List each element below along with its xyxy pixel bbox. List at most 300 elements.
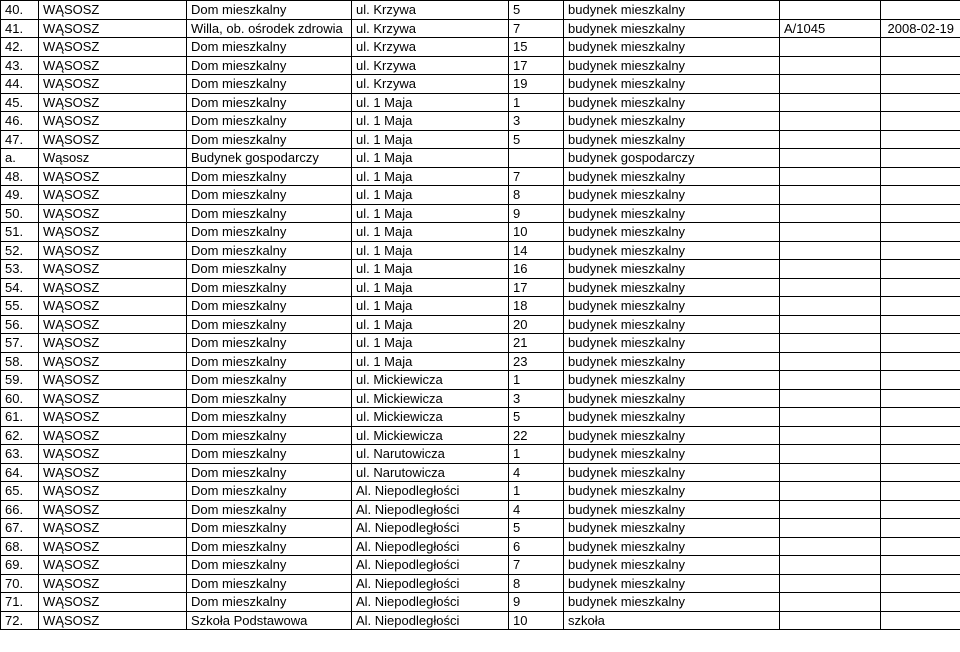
cell-register-number	[780, 38, 881, 57]
table-row	[1, 186, 960, 205]
cell-street: ul. 1 Maja	[352, 167, 509, 186]
cell-object-name: Dom mieszkalny	[187, 130, 352, 149]
cell-object-name: Dom mieszkalny	[187, 56, 352, 75]
cell-street: ul. Krzywa	[352, 56, 509, 75]
cell-street: ul. Mickiewicza	[352, 426, 509, 445]
cell-row-number: 49.	[1, 186, 39, 205]
cell-register-number	[780, 75, 881, 94]
cell-town: WĄSOSZ	[39, 334, 187, 353]
cell-row-number: 53.	[1, 260, 39, 279]
cell-register-number	[780, 574, 881, 593]
cell-row-number: 72.	[1, 611, 39, 630]
cell-object-name: Dom mieszkalny	[187, 463, 352, 482]
cell-street: Al. Niepodległości	[352, 537, 509, 556]
cell-row-number: 66.	[1, 500, 39, 519]
cell-register-number	[780, 408, 881, 427]
cell-street: ul. 1 Maja	[352, 352, 509, 371]
cell-object-name: Dom mieszkalny	[187, 445, 352, 464]
cell-building-type: budynek gospodarczy	[564, 149, 780, 168]
table-row	[1, 519, 960, 538]
cell-register-number	[780, 278, 881, 297]
cell-street: Al. Niepodległości	[352, 556, 509, 575]
cell-object-name: Dom mieszkalny	[187, 334, 352, 353]
cell-row-number: 71.	[1, 593, 39, 612]
cell-object-name: Dom mieszkalny	[187, 112, 352, 131]
cell-town: WĄSOSZ	[39, 556, 187, 575]
cell-register-date	[881, 371, 960, 390]
cell-register-date	[881, 482, 960, 501]
cell-object-name: Dom mieszkalny	[187, 371, 352, 390]
cell-house-number: 7	[509, 167, 564, 186]
cell-object-name: Dom mieszkalny	[187, 500, 352, 519]
cell-register-number	[780, 445, 881, 464]
cell-street: ul. Krzywa	[352, 19, 509, 38]
cell-row-number: 65.	[1, 482, 39, 501]
cell-register-date	[881, 260, 960, 279]
cell-object-name: Dom mieszkalny	[187, 204, 352, 223]
cell-town: WĄSOSZ	[39, 297, 187, 316]
cell-row-number: 52.	[1, 241, 39, 260]
cell-street: ul. Mickiewicza	[352, 389, 509, 408]
cell-register-number	[780, 315, 881, 334]
cell-register-number	[780, 204, 881, 223]
table-row	[1, 556, 960, 575]
cell-building-type: budynek mieszkalny	[564, 186, 780, 205]
cell-town: WĄSOSZ	[39, 482, 187, 501]
cell-row-number: 60.	[1, 389, 39, 408]
cell-town: WĄSOSZ	[39, 260, 187, 279]
cell-house-number: 8	[509, 574, 564, 593]
cell-building-type: budynek mieszkalny	[564, 167, 780, 186]
cell-register-number	[780, 371, 881, 390]
cell-row-number: 59.	[1, 371, 39, 390]
cell-house-number	[509, 149, 564, 168]
cell-register-date	[881, 1, 960, 20]
cell-register-date	[881, 297, 960, 316]
cell-register-date	[881, 38, 960, 57]
cell-town: WĄSOSZ	[39, 537, 187, 556]
table-row	[1, 167, 960, 186]
table-row	[1, 611, 960, 630]
cell-row-number: 63.	[1, 445, 39, 464]
cell-town: WĄSOSZ	[39, 93, 187, 112]
table-row	[1, 38, 960, 57]
table-row	[1, 278, 960, 297]
cell-house-number: 23	[509, 352, 564, 371]
cell-building-type: budynek mieszkalny	[564, 537, 780, 556]
cell-object-name: Dom mieszkalny	[187, 278, 352, 297]
cell-house-number: 5	[509, 130, 564, 149]
cell-street: ul. 1 Maja	[352, 130, 509, 149]
cell-house-number: 5	[509, 519, 564, 538]
cell-register-number	[780, 186, 881, 205]
cell-register-number	[780, 611, 881, 630]
cell-building-type: budynek mieszkalny	[564, 56, 780, 75]
cell-register-date	[881, 593, 960, 612]
cell-row-number: 42.	[1, 38, 39, 57]
cell-register-date	[881, 426, 960, 445]
cell-object-name: Dom mieszkalny	[187, 574, 352, 593]
table-row	[1, 56, 960, 75]
cell-register-date	[881, 519, 960, 538]
cell-house-number: 14	[509, 241, 564, 260]
cell-street: ul. 1 Maja	[352, 260, 509, 279]
cell-street: ul. 1 Maja	[352, 204, 509, 223]
cell-town: WĄSOSZ	[39, 56, 187, 75]
cell-house-number: 1	[509, 482, 564, 501]
cell-object-name: Dom mieszkalny	[187, 75, 352, 94]
cell-house-number: 22	[509, 426, 564, 445]
cell-town: WĄSOSZ	[39, 315, 187, 334]
cell-house-number: 17	[509, 56, 564, 75]
cell-object-name: Dom mieszkalny	[187, 93, 352, 112]
cell-town: WĄSOSZ	[39, 593, 187, 612]
cell-object-name: Dom mieszkalny	[187, 352, 352, 371]
cell-street: ul. 1 Maja	[352, 315, 509, 334]
cell-row-number: 47.	[1, 130, 39, 149]
cell-town: WĄSOSZ	[39, 389, 187, 408]
cell-object-name: Dom mieszkalny	[187, 556, 352, 575]
cell-building-type: budynek mieszkalny	[564, 371, 780, 390]
cell-row-number: 50.	[1, 204, 39, 223]
cell-row-number: 67.	[1, 519, 39, 538]
cell-street: Al. Niepodległości	[352, 482, 509, 501]
cell-register-date	[881, 445, 960, 464]
cell-register-date	[881, 56, 960, 75]
table-row	[1, 500, 960, 519]
cell-town: WĄSOSZ	[39, 204, 187, 223]
cell-row-number: 68.	[1, 537, 39, 556]
cell-register-date: 2008-02-19	[881, 19, 960, 38]
cell-street: ul. Krzywa	[352, 1, 509, 20]
cell-building-type: budynek mieszkalny	[564, 556, 780, 575]
table-row	[1, 315, 960, 334]
cell-register-date	[881, 389, 960, 408]
cell-house-number: 7	[509, 556, 564, 575]
cell-object-name: Dom mieszkalny	[187, 186, 352, 205]
cell-house-number: 3	[509, 389, 564, 408]
cell-town: Wąsosz	[39, 149, 187, 168]
table-row	[1, 149, 960, 168]
cell-building-type: budynek mieszkalny	[564, 352, 780, 371]
cell-street: ul. 1 Maja	[352, 241, 509, 260]
cell-building-type: budynek mieszkalny	[564, 334, 780, 353]
cell-object-name: Dom mieszkalny	[187, 482, 352, 501]
cell-register-number	[780, 482, 881, 501]
cell-register-number	[780, 297, 881, 316]
cell-register-number	[780, 334, 881, 353]
cell-object-name: Dom mieszkalny	[187, 315, 352, 334]
cell-town: WĄSOSZ	[39, 445, 187, 464]
cell-street: ul. Krzywa	[352, 38, 509, 57]
cell-register-number	[780, 112, 881, 131]
cell-object-name: Willa, ob. ośrodek zdrowia	[187, 19, 352, 38]
cell-register-date	[881, 315, 960, 334]
cell-house-number: 9	[509, 593, 564, 612]
cell-building-type: budynek mieszkalny	[564, 112, 780, 131]
table-row	[1, 93, 960, 112]
cell-register-number	[780, 241, 881, 260]
cell-house-number: 4	[509, 463, 564, 482]
cell-register-number: A/1045	[780, 19, 881, 38]
cell-building-type: budynek mieszkalny	[564, 260, 780, 279]
table-row	[1, 1, 960, 20]
cell-town: WĄSOSZ	[39, 371, 187, 390]
table-row	[1, 130, 960, 149]
cell-object-name: Dom mieszkalny	[187, 1, 352, 20]
cell-register-date	[881, 149, 960, 168]
cell-building-type: budynek mieszkalny	[564, 130, 780, 149]
cell-street: Al. Niepodległości	[352, 500, 509, 519]
cell-object-name: Dom mieszkalny	[187, 260, 352, 279]
cell-register-date	[881, 223, 960, 242]
cell-building-type: budynek mieszkalny	[564, 278, 780, 297]
cell-building-type: budynek mieszkalny	[564, 519, 780, 538]
cell-row-number: 46.	[1, 112, 39, 131]
cell-register-number	[780, 352, 881, 371]
cell-house-number: 9	[509, 204, 564, 223]
cell-register-date	[881, 241, 960, 260]
table-row	[1, 75, 960, 94]
cell-house-number: 18	[509, 297, 564, 316]
cell-town: WĄSOSZ	[39, 167, 187, 186]
cell-house-number: 8	[509, 186, 564, 205]
cell-object-name: Dom mieszkalny	[187, 38, 352, 57]
cell-street: Al. Niepodległości	[352, 519, 509, 538]
cell-town: WĄSOSZ	[39, 500, 187, 519]
table-row	[1, 204, 960, 223]
cell-register-date	[881, 463, 960, 482]
cell-row-number: 55.	[1, 297, 39, 316]
table-row	[1, 260, 960, 279]
cell-street: ul. Krzywa	[352, 75, 509, 94]
cell-row-number: 62.	[1, 426, 39, 445]
table-row	[1, 574, 960, 593]
cell-town: WĄSOSZ	[39, 352, 187, 371]
cell-object-name: Dom mieszkalny	[187, 241, 352, 260]
cell-street: ul. Narutowicza	[352, 463, 509, 482]
table-row	[1, 389, 960, 408]
cell-house-number: 16	[509, 260, 564, 279]
cell-row-number: a.	[1, 149, 39, 168]
cell-town: WĄSOSZ	[39, 75, 187, 94]
cell-register-number	[780, 593, 881, 612]
cell-house-number: 5	[509, 408, 564, 427]
cell-building-type: budynek mieszkalny	[564, 297, 780, 316]
cell-register-number	[780, 426, 881, 445]
cell-row-number: 64.	[1, 463, 39, 482]
cell-street: ul. 1 Maja	[352, 334, 509, 353]
table-row	[1, 112, 960, 131]
cell-object-name: Dom mieszkalny	[187, 593, 352, 612]
cell-object-name: Dom mieszkalny	[187, 426, 352, 445]
cell-building-type: budynek mieszkalny	[564, 93, 780, 112]
cell-building-type: budynek mieszkalny	[564, 38, 780, 57]
cell-register-date	[881, 186, 960, 205]
cell-register-date	[881, 537, 960, 556]
cell-town: WĄSOSZ	[39, 574, 187, 593]
cell-register-number	[780, 56, 881, 75]
cell-building-type: budynek mieszkalny	[564, 315, 780, 334]
cell-building-type: budynek mieszkalny	[564, 204, 780, 223]
cell-house-number: 6	[509, 537, 564, 556]
cell-street: ul. 1 Maja	[352, 223, 509, 242]
cell-building-type: budynek mieszkalny	[564, 482, 780, 501]
cell-town: WĄSOSZ	[39, 408, 187, 427]
cell-register-number	[780, 389, 881, 408]
cell-house-number: 19	[509, 75, 564, 94]
cell-street: Al. Niepodległości	[352, 574, 509, 593]
cell-house-number: 10	[509, 223, 564, 242]
cell-building-type: budynek mieszkalny	[564, 593, 780, 612]
cell-building-type: budynek mieszkalny	[564, 223, 780, 242]
cell-building-type: budynek mieszkalny	[564, 426, 780, 445]
cell-row-number: 43.	[1, 56, 39, 75]
cell-house-number: 1	[509, 371, 564, 390]
cell-object-name: Dom mieszkalny	[187, 519, 352, 538]
cell-town: WĄSOSZ	[39, 519, 187, 538]
cell-town: WĄSOSZ	[39, 38, 187, 57]
cell-house-number: 5	[509, 1, 564, 20]
cell-house-number: 21	[509, 334, 564, 353]
table-row	[1, 537, 960, 556]
cell-house-number: 17	[509, 278, 564, 297]
cell-house-number: 3	[509, 112, 564, 131]
cell-object-name: Dom mieszkalny	[187, 167, 352, 186]
cell-row-number: 61.	[1, 408, 39, 427]
table-row	[1, 19, 960, 38]
registry-table-body	[1, 1, 960, 630]
cell-town: WĄSOSZ	[39, 19, 187, 38]
cell-register-date	[881, 130, 960, 149]
cell-house-number: 10	[509, 611, 564, 630]
cell-register-date	[881, 93, 960, 112]
cell-register-date	[881, 574, 960, 593]
cell-town: WĄSOSZ	[39, 130, 187, 149]
cell-street: Al. Niepodległości	[352, 593, 509, 612]
table-row	[1, 297, 960, 316]
table-row	[1, 426, 960, 445]
cell-building-type: budynek mieszkalny	[564, 445, 780, 464]
cell-building-type: szkoła	[564, 611, 780, 630]
cell-building-type: budynek mieszkalny	[564, 241, 780, 260]
table-row	[1, 241, 960, 260]
cell-object-name: Dom mieszkalny	[187, 537, 352, 556]
cell-row-number: 57.	[1, 334, 39, 353]
cell-register-number	[780, 93, 881, 112]
cell-object-name: Szkoła Podstawowa	[187, 611, 352, 630]
cell-object-name: Dom mieszkalny	[187, 297, 352, 316]
cell-house-number: 15	[509, 38, 564, 57]
cell-house-number: 1	[509, 445, 564, 464]
cell-register-date	[881, 278, 960, 297]
cell-register-number	[780, 130, 881, 149]
cell-street: ul. 1 Maja	[352, 297, 509, 316]
table-row	[1, 445, 960, 464]
cell-row-number: 58.	[1, 352, 39, 371]
cell-town: WĄSOSZ	[39, 463, 187, 482]
cell-house-number: 7	[509, 19, 564, 38]
cell-town: WĄSOSZ	[39, 186, 187, 205]
cell-register-date	[881, 408, 960, 427]
cell-street: ul. 1 Maja	[352, 149, 509, 168]
cell-register-date	[881, 167, 960, 186]
table-row	[1, 352, 960, 371]
cell-row-number: 69.	[1, 556, 39, 575]
cell-register-number	[780, 1, 881, 20]
cell-building-type: budynek mieszkalny	[564, 408, 780, 427]
cell-building-type: budynek mieszkalny	[564, 75, 780, 94]
cell-row-number: 54.	[1, 278, 39, 297]
cell-register-number	[780, 537, 881, 556]
cell-register-number	[780, 149, 881, 168]
cell-street: ul. 1 Maja	[352, 112, 509, 131]
cell-building-type: budynek mieszkalny	[564, 500, 780, 519]
cell-row-number: 45.	[1, 93, 39, 112]
cell-town: WĄSOSZ	[39, 1, 187, 20]
cell-register-date	[881, 500, 960, 519]
cell-street: ul. 1 Maja	[352, 93, 509, 112]
cell-register-date	[881, 352, 960, 371]
cell-register-number	[780, 519, 881, 538]
table-row	[1, 482, 960, 501]
cell-town: WĄSOSZ	[39, 112, 187, 131]
cell-row-number: 48.	[1, 167, 39, 186]
cell-register-number	[780, 463, 881, 482]
cell-building-type: budynek mieszkalny	[564, 19, 780, 38]
cell-street: ul. Mickiewicza	[352, 371, 509, 390]
cell-register-date	[881, 334, 960, 353]
cell-town: WĄSOSZ	[39, 241, 187, 260]
table-row	[1, 223, 960, 242]
cell-register-date	[881, 556, 960, 575]
cell-street: ul. 1 Maja	[352, 186, 509, 205]
cell-register-date	[881, 204, 960, 223]
table-row	[1, 593, 960, 612]
cell-object-name: Dom mieszkalny	[187, 408, 352, 427]
cell-house-number: 20	[509, 315, 564, 334]
cell-building-type: budynek mieszkalny	[564, 1, 780, 20]
cell-object-name: Dom mieszkalny	[187, 223, 352, 242]
cell-town: WĄSOSZ	[39, 278, 187, 297]
cell-row-number: 40.	[1, 1, 39, 20]
cell-building-type: budynek mieszkalny	[564, 463, 780, 482]
table-row	[1, 371, 960, 390]
cell-row-number: 41.	[1, 19, 39, 38]
cell-register-date	[881, 75, 960, 94]
cell-house-number: 4	[509, 500, 564, 519]
cell-row-number: 51.	[1, 223, 39, 242]
cell-row-number: 70.	[1, 574, 39, 593]
table-row	[1, 334, 960, 353]
cell-register-number	[780, 500, 881, 519]
cell-street: ul. 1 Maja	[352, 278, 509, 297]
cell-street: Al. Niepodległości	[352, 611, 509, 630]
cell-register-number	[780, 167, 881, 186]
table-row	[1, 463, 960, 482]
cell-building-type: budynek mieszkalny	[564, 389, 780, 408]
cell-register-date	[881, 611, 960, 630]
cell-street: ul. Mickiewicza	[352, 408, 509, 427]
cell-register-number	[780, 260, 881, 279]
table-row	[1, 408, 960, 427]
cell-register-date	[881, 112, 960, 131]
cell-object-name: Dom mieszkalny	[187, 389, 352, 408]
cell-town: WĄSOSZ	[39, 223, 187, 242]
cell-row-number: 56.	[1, 315, 39, 334]
cell-object-name: Budynek gospodarczy	[187, 149, 352, 168]
cell-town: WĄSOSZ	[39, 611, 187, 630]
